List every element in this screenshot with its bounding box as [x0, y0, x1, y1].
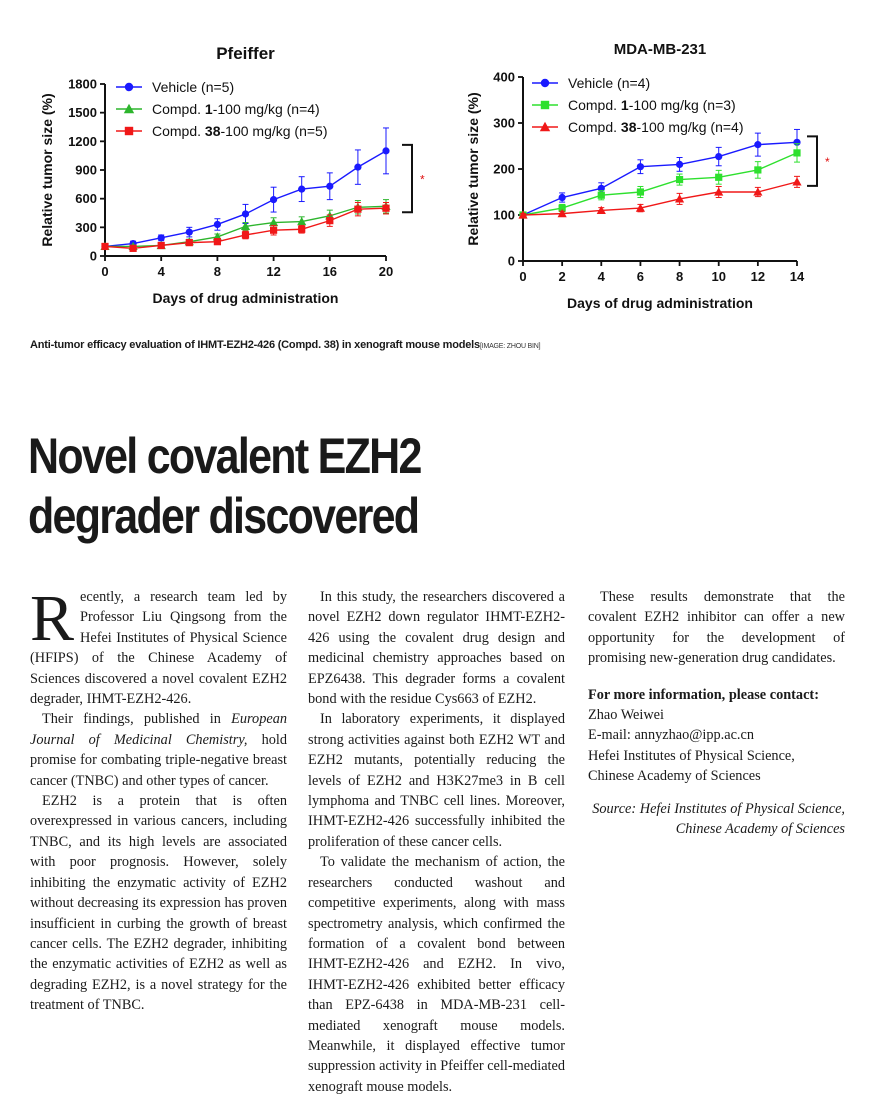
y-tick-label: 0 [507, 253, 515, 269]
article-column-2 [308, 587, 565, 1097]
drop-cap: R [30, 582, 75, 655]
legend-label: Compd. 1-100 mg/kg (n=3) [568, 97, 736, 113]
data-point [186, 239, 193, 246]
x-tick-label: 0 [101, 264, 109, 279]
data-point [186, 229, 193, 236]
data-point [326, 183, 333, 190]
legend-marker [125, 127, 133, 135]
x-tick-label: 12 [750, 269, 766, 284]
journal-name: European Journal of Medicinal Chemistry, [30, 711, 287, 748]
x-axis-label: Days of drug administration [567, 295, 753, 311]
data-point [101, 243, 108, 250]
significance-bracket [807, 136, 817, 186]
data-point [637, 163, 644, 170]
article-paragraph-2 [30, 709, 287, 791]
article-paragraph-4: In this study, the researchers discovered a novel EZH2 down regulator IHMT-EZH2-426 using the covalent drug design and medicinal chemistry approaches based on EPZ6438. This degrader forms a covalent bond with the residue Cys663 of EZH2. [308, 589, 565, 708]
contact-name: Zhao Weiwei [588, 707, 665, 724]
legend-label: Vehicle (n=5) [152, 79, 235, 95]
data-point [158, 242, 165, 249]
legend-marker [541, 101, 549, 109]
data-point [676, 161, 683, 168]
data-point [270, 196, 277, 203]
y-tick-label: 1800 [68, 76, 97, 92]
data-point [130, 245, 137, 252]
legend-marker [541, 79, 549, 87]
data-point [754, 141, 761, 148]
data-point [298, 186, 305, 193]
series-group [519, 144, 800, 219]
significance-star: * [420, 172, 425, 187]
x-tick-label: 12 [266, 264, 281, 279]
pfeiffer-chart [0, 0, 440, 318]
paragraph-1-text: ecently, a research team led by Professor Liu Qingsong from the Hefei Institutes of Physical Science (HFIPS) of the Chinese Academy of Sciences discovered a novel covalent EZH2 degrader, IHMT-EZH2-426. [30, 589, 287, 708]
y-tick-label: 300 [75, 219, 97, 235]
article-paragraph-1 [30, 582, 287, 709]
source-line-1: Source: Hefei Institutes of Physical Science, [592, 800, 845, 817]
x-tick-label: 8 [675, 269, 684, 284]
data-point [158, 234, 165, 241]
y-tick-label: 400 [493, 69, 515, 85]
legend-label: Compd. 38-100 mg/kg (n=4) [568, 119, 744, 135]
significance-bracket [402, 145, 412, 212]
data-point [214, 238, 221, 245]
contact-org-line-1: Hefei Institutes of Physical Science, [588, 747, 795, 764]
data-point [676, 176, 683, 183]
x-tick-label: 2 [558, 269, 566, 284]
article-paragraph-6: To validate the mechanism of action, the researchers conducted washout and competitive experiments, along with mass spectrometry analysis, which confirmed the formation of a covalent bond between IHMT-EZH2-426 and EZH2. In vivo, IHMT-EZH2-426 exhibited better efficacy than EPZ-6438 in MDA-MB-231 cell-mediated xenograft mouse models. Meanwhile, it displayed effective tumor suppression activity in Pfeiffer cell-mediated xenograft mouse models. [308, 854, 566, 1095]
x-tick-label: 4 [157, 264, 165, 279]
data-point [559, 194, 566, 201]
data-point [214, 221, 221, 228]
x-tick-label: 14 [789, 269, 805, 284]
data-point [382, 205, 389, 212]
data-point [715, 174, 722, 181]
contact-org-line-2: Chinese Academy of Sciences [588, 768, 761, 785]
x-tick-label: 16 [322, 264, 338, 279]
data-point [298, 226, 305, 233]
paragraph-2-text-a: Their findings, published in [42, 711, 232, 728]
data-point [793, 149, 800, 156]
y-tick-label: 0 [89, 248, 97, 264]
x-tick-label: 4 [597, 269, 605, 284]
mda-mb-231-chart [440, 0, 870, 318]
data-point [270, 227, 277, 234]
y-tick-label: 1200 [68, 133, 97, 149]
chart-title: MDA-MB-231 [613, 41, 707, 58]
caption-text: Anti-tumor efficacy evaluation of IHMT-EZH2-426 (Compd. 38) in xenograft mouse models [30, 339, 480, 351]
data-point [242, 231, 249, 238]
article-paragraph-7: These results demonstrate that the covalent EZH2 inhibitor can offer a new opportunity for the development of promising new-generation drug candidates. [588, 589, 845, 667]
figure-caption [30, 339, 850, 351]
x-axis-label: Days of drug administration [152, 290, 339, 306]
data-point [598, 192, 605, 199]
chart-title: Pfeiffer [216, 44, 275, 63]
x-tick-label: 6 [636, 269, 645, 284]
data-point [242, 210, 249, 217]
data-point [715, 153, 722, 160]
data-point [754, 166, 761, 173]
y-tick-label: 200 [493, 161, 515, 177]
data-point [326, 217, 333, 224]
y-axis-label: Relative tumor size (%) [39, 93, 55, 247]
source-line-2: Chinese Academy of Sciences [675, 821, 845, 838]
headline-line-1: Novel covalent EZH2 [28, 428, 421, 484]
x-tick-label: 8 [213, 264, 222, 279]
y-tick-label: 1500 [68, 105, 97, 121]
data-point [354, 206, 361, 213]
y-tick-label: 900 [75, 162, 97, 178]
article-headline [28, 426, 733, 546]
data-point [354, 164, 361, 171]
article-column-3 [588, 587, 845, 839]
contact-email: E-mail: annyzhao@ipp.ac.cn [588, 727, 754, 744]
article-paragraph-3: EZH2 is a protein that is often overexpressed in various cancers, including TNBC, and its high levels are associated with poor prognosis. However, solely inhibiting the enzymatic activity of EZH2 without decreasing its expression has proven insufficient in curbing the growth of breast cancer cells. The EZH2 degrader, inhibiting the enzymatic activities of EZH2 as well as degrading EZH2, is a novel strategy for the treatment of TNBC. [30, 793, 287, 1014]
x-tick-label: 20 [378, 264, 394, 279]
y-tick-label: 600 [75, 191, 97, 207]
legend-label: Vehicle (n=4) [568, 75, 651, 91]
legend-label: Compd. 1-100 mg/kg (n=4) [152, 101, 320, 117]
paragraph-2-text-b: hold promise for combating triple-negative breast cancer (TNBC) and other types of cancer. [30, 731, 287, 789]
x-tick-label: 0 [519, 269, 527, 284]
caption-credit: [IMAGE: ZHOU BIN] [479, 343, 541, 350]
y-tick-label: 300 [493, 115, 515, 131]
article-paragraph-5: In laboratory experiments, it displayed strong activities against both EZH2 WT and EZH2 mutants, potentially reducing the levels of EZH2 and H3K27me3 in B cell lymphoma and TNBC cell lines. Moreover, IHMT-EZH2-426 successfully inhibited the proliferation of these cancer cells. [308, 711, 565, 850]
y-tick-label: 100 [493, 207, 515, 223]
article-column-1 [30, 582, 287, 1016]
legend-label: Compd. 38-100 mg/kg (n=5) [152, 123, 328, 139]
y-axis-label: Relative tumor size (%) [465, 92, 481, 246]
significance-star: * [825, 155, 830, 170]
headline-line-2: degrader discovered [28, 488, 419, 544]
data-point [382, 147, 389, 154]
data-point [792, 177, 801, 185]
x-tick-label: 10 [711, 269, 726, 284]
data-point [637, 188, 644, 195]
legend-marker [125, 83, 133, 91]
contact-heading: For more information, please contact: [588, 686, 819, 703]
source-credit [588, 799, 845, 840]
